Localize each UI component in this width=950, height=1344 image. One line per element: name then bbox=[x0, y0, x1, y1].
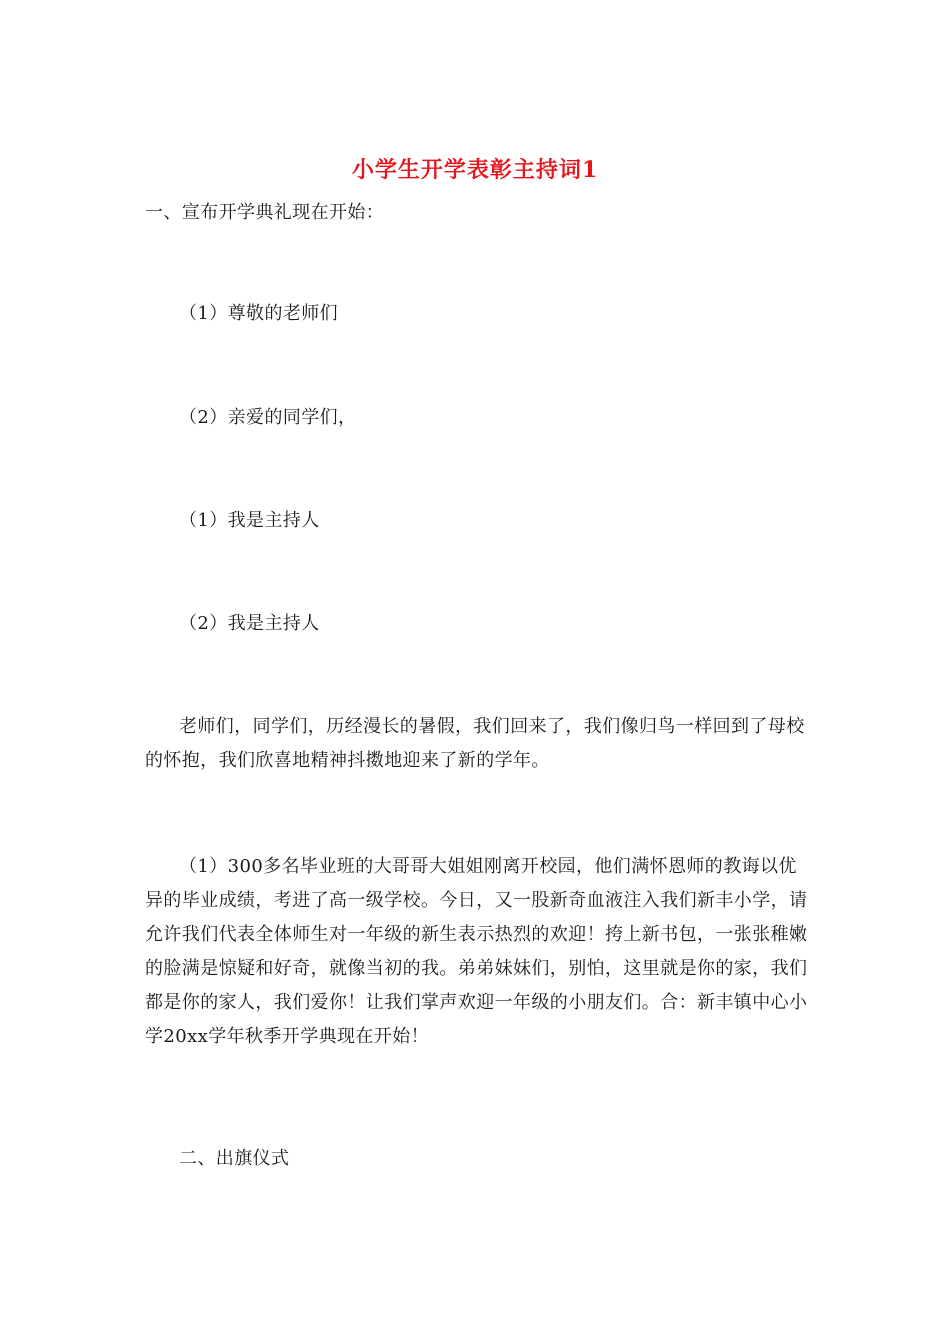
paragraph-new-students: （1）300多名毕业班的大哥哥大姐姐刚离开校园，他们满怀恩师的教诲以优异的毕业成绩，考进了高一级学校。今日，又一股新奇血液注入我们新丰小学，请允许我们代表全体师生对一年级的新生表示热烈的欢迎！挎上新书包，一张张稚嫩的脸满是惊疑和好奇，就像当初的我。弟弟妹妹们，别怕，这里就是你的家，我们都是你的家人，我们爱你！让我们掌声欢迎一年级的小朋友们。合：新丰镇中心小学20xx学年秋季开学典现在开始！ bbox=[145, 856, 808, 1047]
paragraph-host-1: （1）我是主持人 bbox=[179, 510, 320, 531]
section-heading-1: 一、宣布开学典礼现在开始： bbox=[145, 202, 385, 223]
paragraph-respected-teachers: （1）尊敬的老师们 bbox=[179, 303, 339, 324]
section-heading-2: 二、出旗仪式 bbox=[179, 1148, 290, 1169]
paragraph-dear-students: （2）亲爱的同学们， bbox=[179, 407, 357, 428]
paragraph-host-2: （2）我是主持人 bbox=[179, 613, 320, 634]
paragraph-welcome-back: 老师们，同学们，历经漫长的暑假，我们回来了，我们像归鸟一样回到了母校的怀抱，我们欣喜地精神抖擞地迎来了新的学年。 bbox=[145, 716, 805, 771]
document-title: 小学生开学表彰主持词1 bbox=[351, 157, 599, 183]
